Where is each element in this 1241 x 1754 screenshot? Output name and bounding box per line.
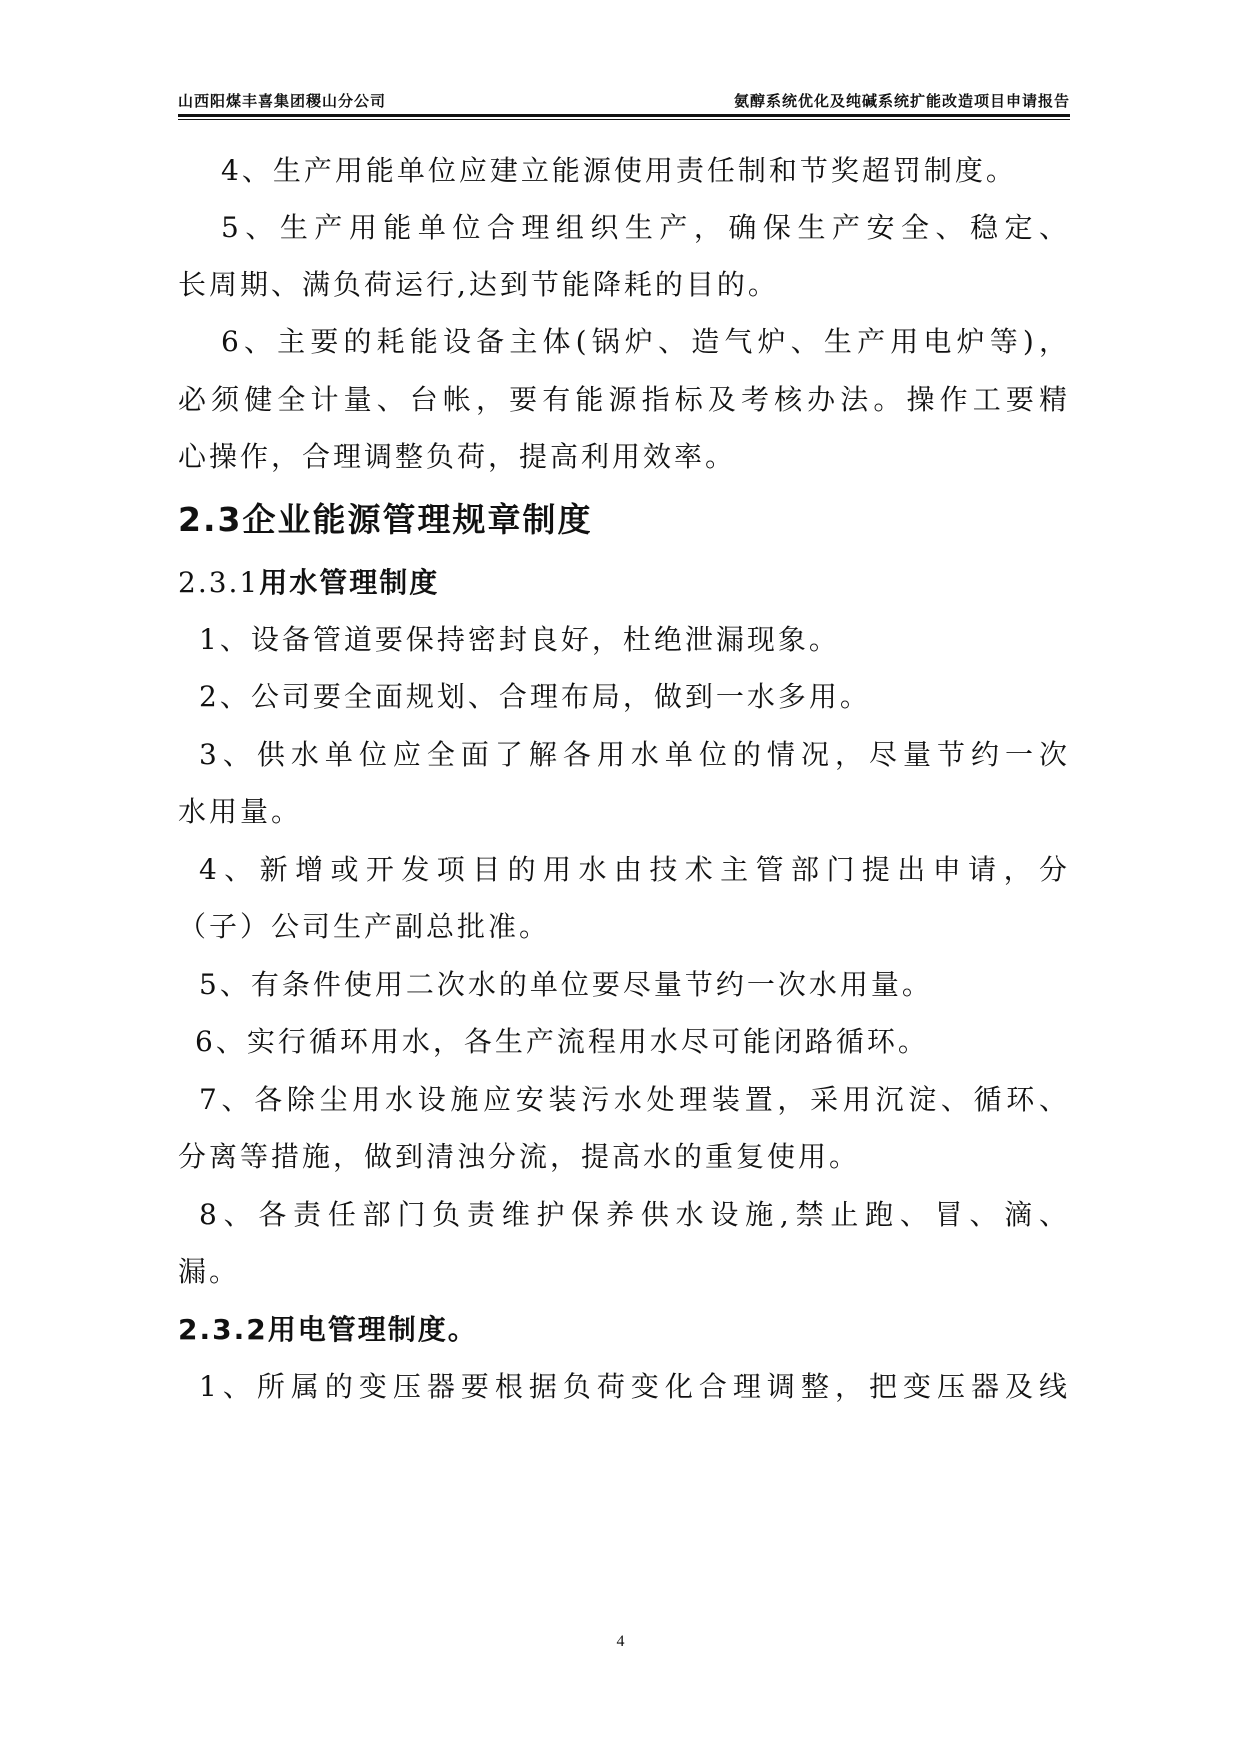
page-header — [178, 86, 1070, 114]
paragraph-line: （子）公司生产副总批准。 — [178, 910, 551, 943]
paragraph-line: 必须健全计量、台帐，要有能源指标及考核办法。操作工要精 — [178, 383, 1070, 416]
paragraph-line: 6、主要的耗能设备主体(锅炉、造气炉、生产用电炉等)， — [221, 325, 1070, 358]
paragraph-line: 分离等措施，做到清浊分流，提高水的重复使用。 — [178, 1140, 861, 1173]
header-rule-thin — [178, 119, 1070, 120]
section-heading-2-3: 2.3企业能源管理规章制度 — [178, 500, 593, 539]
paragraph-line: 3、供水单位应全面了解各用水单位的情况，尽量节约一次 — [199, 738, 1070, 771]
paragraph-line: 6、实行循环用水，各生产流程用水尽可能闭路循环。 — [195, 1025, 929, 1058]
section-heading-2-3-1 — [178, 565, 439, 601]
paragraph-line: 4、生产用能单位应建立能源使用责任制和节奖超罚制度。 — [221, 154, 1017, 187]
paragraph-line: 4、新增或开发项目的用水由技术主管部门提出申请，分 — [199, 853, 1070, 886]
section-title: 用电管理制度。 — [267, 1313, 478, 1346]
paragraph-line: 水用量。 — [178, 795, 303, 828]
header-company: 山西阳煤丰喜集团稷山分公司 — [178, 92, 387, 110]
paragraph-line: 2、公司要全面规划、合理布局，做到一水多用。 — [199, 680, 871, 713]
section-number: 2.3.1 — [178, 566, 260, 599]
paragraph-line: 5、生产用能单位合理组织生产，确保生产安全、稳定、 — [221, 211, 1070, 244]
section-title: 用水管理制度 — [259, 566, 440, 599]
paragraph-line: 5、有条件使用二次水的单位要尽量节约一次水用量。 — [199, 968, 933, 1001]
paragraph-line: 1、设备管道要保持密封良好，杜绝泄漏现象。 — [199, 623, 840, 656]
paragraph-line: 8、各责任部门负责维护保养供水设施,禁止跑、冒、滴、 — [199, 1198, 1070, 1231]
paragraph-line: 1、所属的变压器要根据负荷变化合理调整，把变压器及线 — [199, 1370, 1070, 1403]
paragraph-line: 长周期、满负荷运行,达到节能降耗的目的。 — [178, 268, 779, 301]
paragraph-line: 心操作，合理调整负荷，提高利用效率。 — [178, 440, 737, 473]
section-number: 2.3.2 — [178, 1313, 268, 1346]
header-rule — [178, 114, 1070, 117]
paragraph-line: 7、各除尘用水设施应安装污水处理装置，采用沉淀、循环、 — [199, 1083, 1070, 1116]
page-number: 4 — [616, 1633, 625, 1650]
header-project-title: 氨醇系统优化及纯碱系统扩能改造项目申请报告 — [733, 92, 1070, 110]
paragraph-line: 漏。 — [178, 1255, 241, 1288]
section-heading-2-3-2 — [178, 1312, 478, 1348]
